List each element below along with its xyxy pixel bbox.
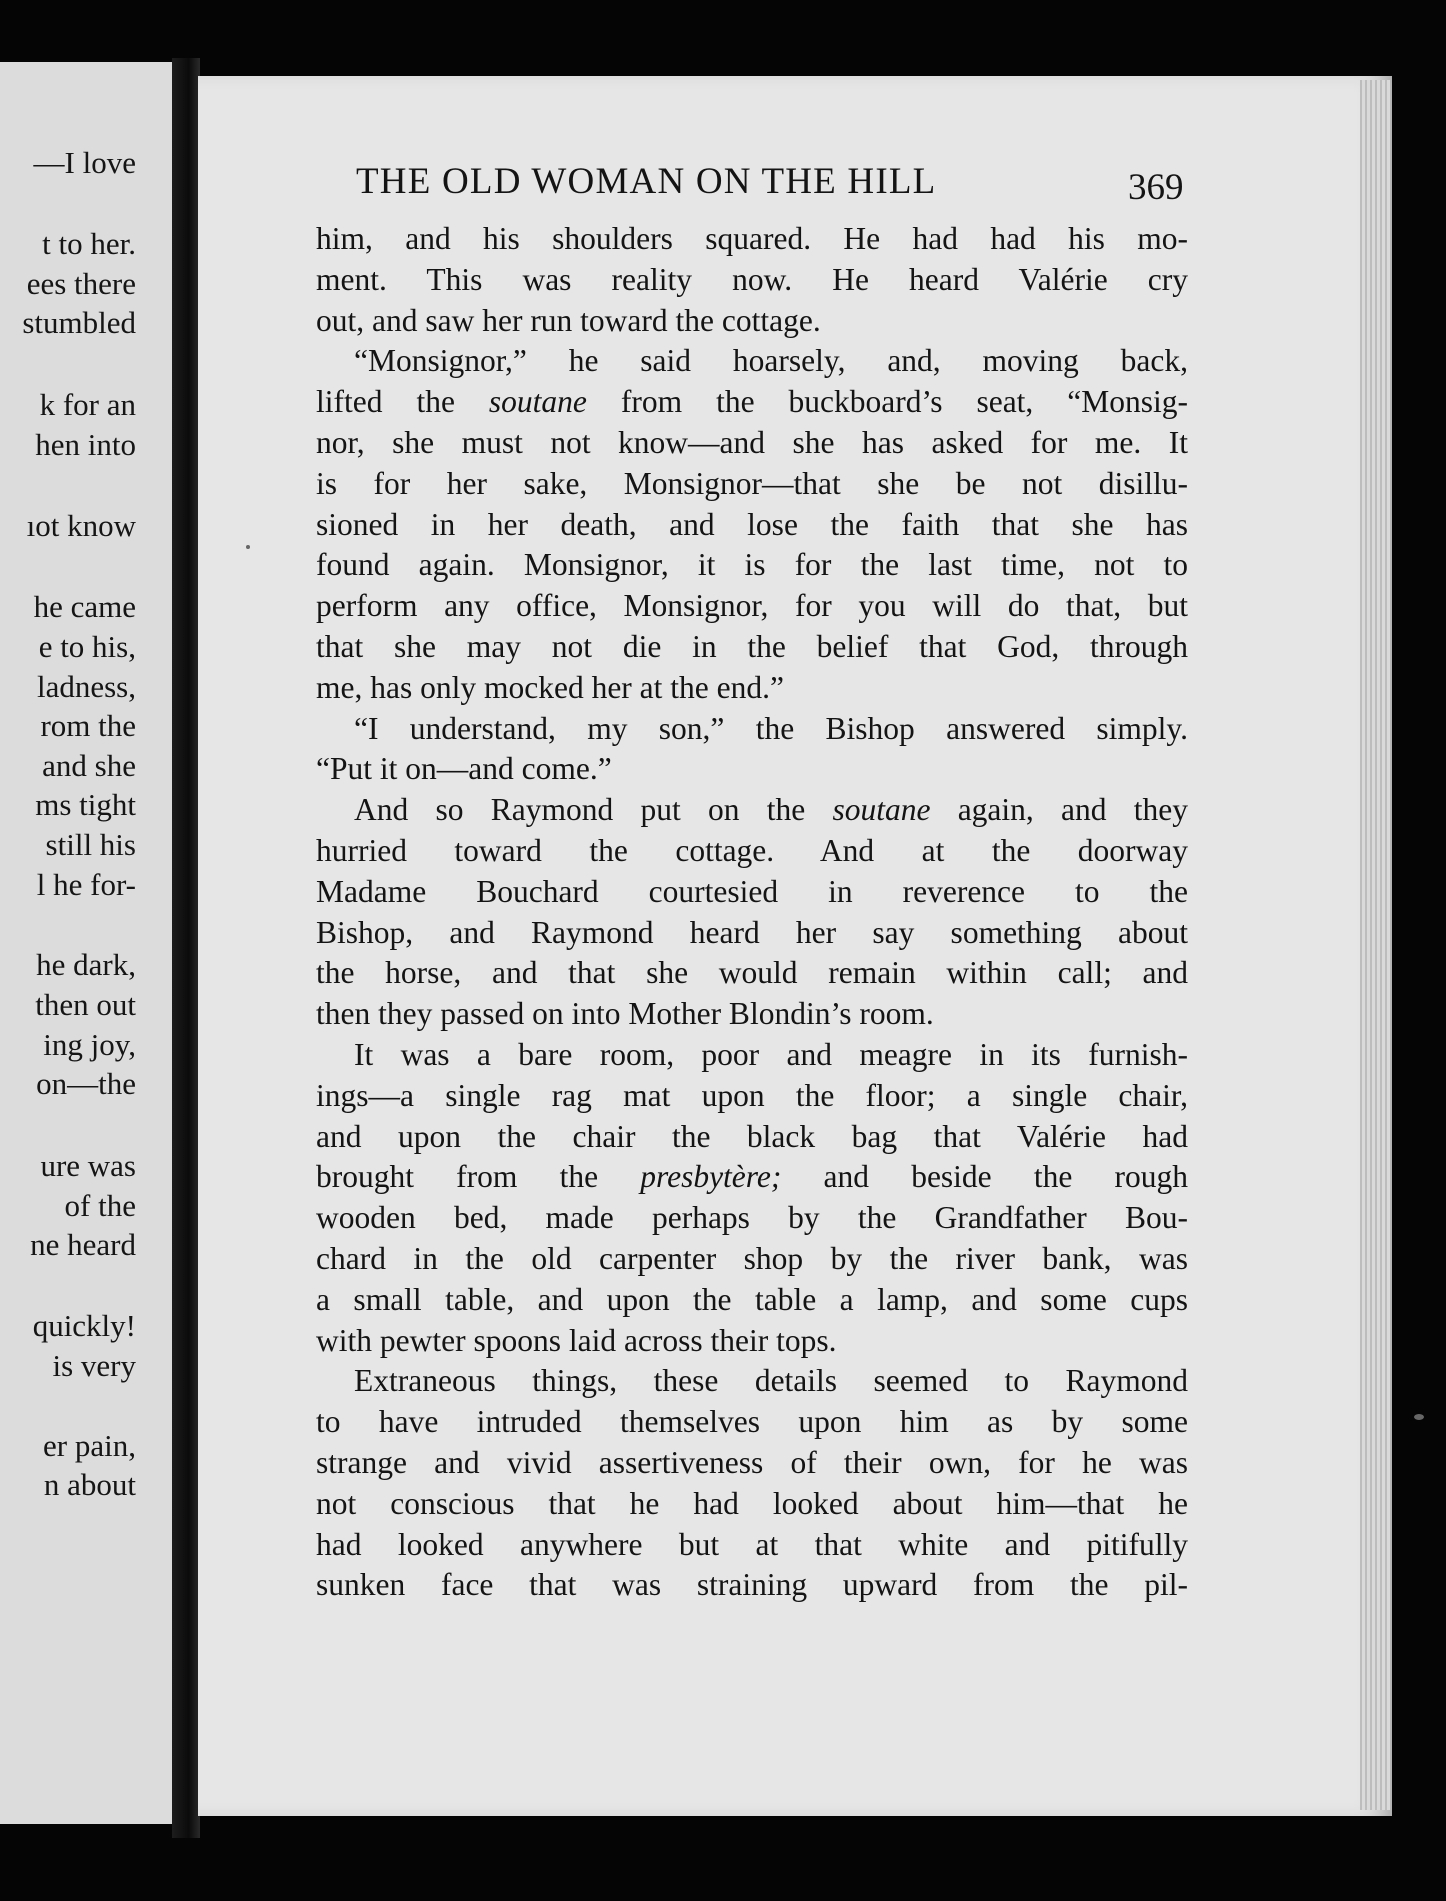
text-line [316, 219, 1188, 260]
text-line [316, 1484, 1188, 1525]
text-line [316, 382, 1188, 423]
text-line [316, 1157, 1188, 1198]
text-line [316, 872, 1188, 913]
left-page-fragment: —I love [33, 145, 136, 180]
text-run: that she may not die in the belief that God, through [316, 628, 1188, 664]
text-run: and beside the rough [781, 1159, 1188, 1195]
text-line [316, 1198, 1188, 1239]
left-page-fragment: of the [64, 1188, 136, 1223]
left-page-fragment: k for an [39, 387, 136, 422]
text-line [316, 545, 1188, 586]
text-line [316, 341, 1188, 382]
text-run: sunken face that was straining upward from the pil- [316, 1567, 1188, 1603]
text-run: “I understand, my son,” the Bishop answered simply. [354, 710, 1188, 746]
text-line [316, 790, 1188, 831]
body-text [316, 219, 1188, 1606]
text-run: from the buckboard’s seat, “Monsig- [586, 384, 1188, 420]
text-run: It was a bare room, poor and meagre in its furnish- [354, 1036, 1188, 1072]
text-run: hurried toward the cottage. And at the doorway [316, 832, 1188, 868]
text-run: me, has only mocked her at the end.” [316, 669, 784, 705]
text-run: not conscious that he had looked about him—that he [316, 1485, 1188, 1521]
italic-word: soutane [488, 384, 587, 420]
text-line [316, 1361, 1188, 1402]
page-edge [1360, 80, 1390, 1810]
text-run: “Monsignor,” he said hoarsely, and, moving back, [354, 343, 1188, 379]
running-head: THE OLD WOMAN ON THE HILL [356, 161, 937, 202]
text-run: had looked anywhere but at that white and pitifully [316, 1526, 1188, 1562]
text-line [316, 586, 1188, 627]
text-line [316, 505, 1188, 546]
text-run: a small table, and upon the table a lamp, and some cups [316, 1281, 1188, 1317]
left-page-fragment: l he for- [36, 867, 136, 902]
text-run: chard in the old carpenter shop by the river bank, was [316, 1240, 1188, 1276]
left-page-fragment: ing joy, [43, 1027, 136, 1062]
left-page-fragment: ees there [26, 266, 136, 301]
text-line [316, 1076, 1188, 1117]
left-page-fragment: ıot know [26, 508, 136, 543]
left-page-fragment: ne heard [30, 1227, 136, 1262]
text-run: to have intruded themselves upon him as by some [316, 1404, 1188, 1440]
dust-speck [246, 545, 250, 549]
text-run: lifted the [316, 384, 489, 420]
text-line [316, 994, 1188, 1035]
text-line [316, 423, 1188, 464]
book-gutter [172, 58, 200, 1838]
text-run: ings—a single rag mat upon the floor; a single chair, [316, 1077, 1188, 1113]
text-run: out, and saw her run toward the cottage. [316, 302, 821, 338]
text-run: sioned in her death, and lose the faith that she has [316, 506, 1188, 542]
left-page-fragment: hen into [35, 427, 136, 462]
left-page-fragment: er pain, [43, 1428, 136, 1463]
text-line [316, 709, 1188, 750]
text-run: again, and they [930, 792, 1188, 828]
text-run: and upon the chair the black bag that Valérie had [316, 1118, 1188, 1154]
text-run: then they passed on into Mother Blondin’s room. [316, 996, 934, 1032]
text-run: found again. Monsignor, it is for the last time, not to [316, 547, 1188, 583]
italic-word: soutane [832, 792, 931, 828]
left-facing-page [0, 62, 172, 1824]
left-page-fragment: ladness, [36, 669, 136, 704]
text-run: nor, she must not know—and she has asked for me. It [316, 424, 1188, 460]
text-run: him, and his shoulders squared. He had had his mo- [316, 221, 1188, 256]
text-line [316, 1239, 1188, 1280]
italic-word: presbytère; [640, 1159, 782, 1195]
text-run: Madame Bouchard courtesied in reverence to the [316, 873, 1188, 909]
text-line [316, 1321, 1188, 1362]
left-page-fragment: he dark, [36, 947, 136, 982]
text-line [316, 464, 1188, 505]
text-line [316, 627, 1188, 668]
text-line [316, 668, 1188, 709]
text-run: ment. This was reality now. He heard Valérie cry [316, 261, 1188, 297]
text-run: is for her sake, Monsignor—that she be not disillu- [316, 465, 1188, 501]
text-run: wooden bed, made perhaps by the Grandfather Bou- [316, 1200, 1188, 1236]
left-page-fragment: t to her. [42, 226, 136, 261]
text-run: the horse, and that she would remain within call; and [316, 955, 1188, 991]
text-run: with pewter spoons laid across their tops. [316, 1322, 837, 1358]
text-line [316, 1443, 1188, 1484]
text-line [316, 301, 1188, 342]
text-line [316, 1525, 1188, 1566]
left-page-fragment: rom the [40, 708, 136, 743]
text-line [316, 1117, 1188, 1158]
left-page-fragment: ure was [40, 1148, 136, 1183]
left-page-fragment: he came [33, 589, 136, 624]
text-run: perform any office, Monsignor, for you will do that, but [316, 588, 1188, 624]
left-page-fragment: then out [35, 987, 136, 1022]
text-run: “Put it on—and come.” [316, 751, 612, 787]
text-run: brought from the [316, 1159, 641, 1195]
left-page-fragment: e to his, [38, 629, 136, 664]
left-page-fragment: ms tight [35, 787, 136, 822]
left-page-fragment: on—the [36, 1066, 136, 1101]
text-run: Bishop, and Raymond heard her say something about [316, 914, 1188, 950]
left-page-fragment: quickly! [32, 1308, 136, 1343]
text-line [316, 1280, 1188, 1321]
text-run: strange and vivid assertiveness of their own, for he was [316, 1444, 1188, 1480]
text-line [316, 953, 1188, 994]
page-number: 369 [1128, 167, 1184, 208]
text-line [316, 831, 1188, 872]
left-page-fragment: still his [45, 827, 136, 862]
text-line [316, 260, 1188, 301]
text-run: Extraneous things, these details seemed to Raymond [354, 1363, 1188, 1399]
text-line [316, 1402, 1188, 1443]
left-page-fragment: n about [43, 1467, 136, 1502]
text-line [316, 749, 1188, 790]
text-line [316, 1035, 1188, 1076]
text-line [316, 1565, 1188, 1606]
left-page-fragment: is very [52, 1348, 136, 1383]
left-page-fragment: stumbled [22, 305, 136, 340]
text-run: And so Raymond put on the [354, 792, 833, 828]
text-line [316, 913, 1188, 954]
dust-speck [1414, 1414, 1424, 1420]
left-page-fragment: and she [42, 748, 136, 783]
